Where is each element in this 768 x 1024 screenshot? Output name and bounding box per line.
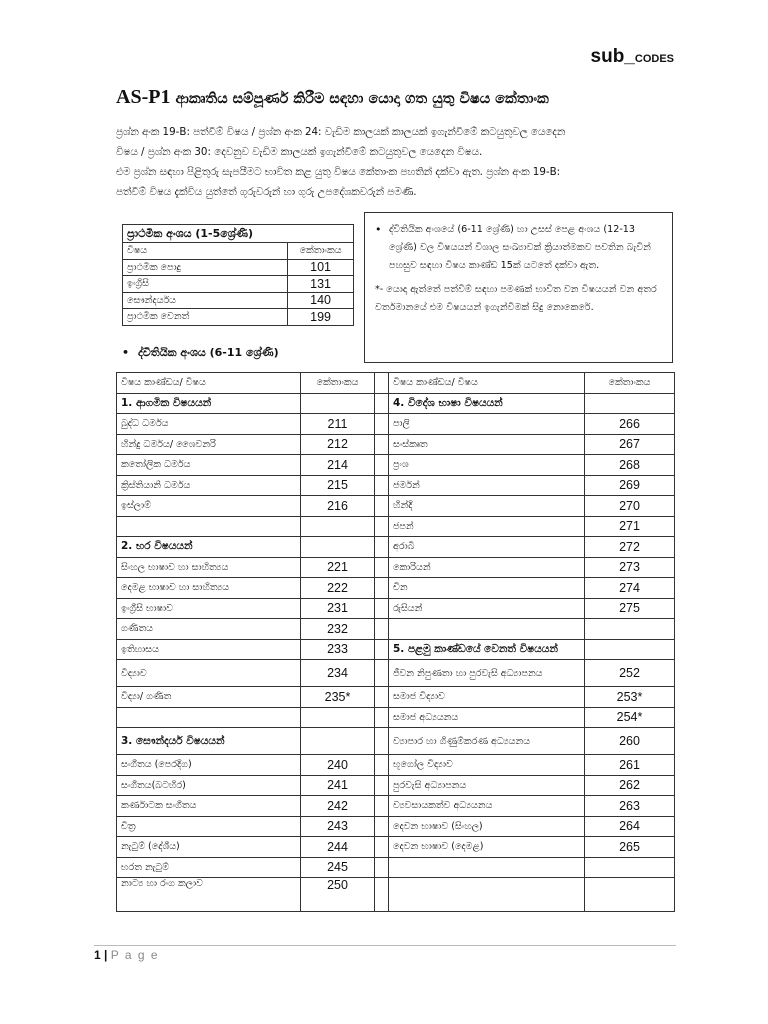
document-code-header: [591, 46, 674, 68]
page-number: 1: [94, 948, 101, 962]
code-cell: 232: [301, 619, 375, 640]
table-row: [117, 496, 675, 517]
footer-separator: |: [100, 948, 111, 962]
code-cell: [585, 393, 675, 414]
code-cell: 140: [288, 292, 354, 309]
spacer-cell: [375, 796, 389, 817]
spacer-cell: [375, 775, 389, 796]
category-heading: 4. විදේශ භාෂා විෂයයන්: [389, 393, 585, 414]
spacer-cell: [375, 728, 389, 755]
secondary-heading-text: ද්විතියික අංශය (6-11 ශ්‍රේණි): [138, 346, 279, 359]
code-cell: 250: [301, 878, 375, 912]
primary-heading: ප්‍රාථමික අංශය (1-5ශ්‍රේණි): [123, 225, 354, 243]
table-row: [123, 259, 354, 276]
subject-cell: සංගීතය (පෙරදිග): [117, 755, 301, 776]
intro-paragraph: [116, 122, 676, 202]
code-cell: 273: [585, 557, 675, 578]
code-cell: 234: [301, 660, 375, 687]
subject-cell: කොරියන්: [389, 557, 585, 578]
table-row: [117, 393, 675, 414]
table-row: [117, 707, 675, 728]
subject-cell: ඉස්ලාම්: [117, 496, 301, 517]
code-cell: 268: [585, 455, 675, 476]
code-cell: 271: [585, 516, 675, 537]
subject-cell: ක්‍රිස්තියානි ධර්මය: [117, 475, 301, 496]
code-cell: 131: [288, 276, 354, 293]
spacer-cell: [375, 598, 389, 619]
code-cell: 263: [585, 796, 675, 817]
spacer-cell: [375, 878, 389, 912]
subject-cell: පාලි: [389, 414, 585, 435]
subject-cell: දෙවන භාෂාව (දෙමළ): [389, 837, 585, 858]
subject-cell: සමාජ අධ්‍යයනය: [389, 707, 585, 728]
col-header-subject: විෂය කාණ්ඩය/ විෂය: [117, 373, 301, 394]
table-row: [123, 276, 354, 293]
table-row: [117, 878, 675, 912]
code-cell: 241: [301, 775, 375, 796]
header-small: CODES: [634, 53, 674, 65]
intro-line: එම ප්‍රශ්න සඳහා පිළිතුරු සැපයීමට භාවිත කළ යුතු විෂය කේතාංක පහතින් දක්වා ඇත. ප්‍රශ්න අංක 19-B:: [116, 166, 561, 178]
code-cell: 233: [301, 639, 375, 660]
code-cell: 231: [301, 598, 375, 619]
subject-cell: ජපන්: [389, 516, 585, 537]
spacer-cell: [375, 816, 389, 837]
code-cell: 260: [585, 728, 675, 755]
subject-cell: නාට්‍ය හා රංග කලාව: [117, 878, 301, 912]
subject-cell: බුද්ධ ධර්මය: [117, 414, 301, 435]
subject-cell: භරත නැටුම්: [117, 857, 301, 878]
code-cell: 274: [585, 578, 675, 599]
table-row: [117, 434, 675, 455]
subject-cell: රුසියන්: [389, 598, 585, 619]
spacer-cell: [375, 578, 389, 599]
subject-cell: [117, 707, 301, 728]
code-cell: 244: [301, 837, 375, 858]
table-row: [117, 598, 675, 619]
code-cell: 254*: [585, 707, 675, 728]
code-cell: 270: [585, 496, 675, 517]
code-cell: 264: [585, 816, 675, 837]
subject-cell: සෞන්දර්යය: [123, 292, 288, 309]
spacer-cell: [375, 687, 389, 708]
subject-cell: ප්‍රංශ: [389, 455, 585, 476]
code-cell: 272: [585, 537, 675, 558]
col-header-code: කේතාංකය: [288, 243, 354, 260]
code-cell: 275: [585, 598, 675, 619]
spacer-cell: [375, 434, 389, 455]
code-cell: 242: [301, 796, 375, 817]
subject-cell: ජීවන නිපුණතා හා පුරවැසි අධ්‍යාපනය: [389, 660, 585, 687]
spacer-cell: [375, 414, 389, 435]
subject-cell: දෙමළ භාෂාව හා සාහිත්‍යය: [117, 578, 301, 599]
code-cell: 262: [585, 775, 675, 796]
table-row: [117, 639, 675, 660]
code-cell: 252: [585, 660, 675, 687]
subject-cell: ව්‍යවසායකත්ව අධ්‍යයනය: [389, 796, 585, 817]
spacer-cell: [375, 537, 389, 558]
code-cell: 240: [301, 755, 375, 776]
code-cell: 215: [301, 475, 375, 496]
spacer-cell: [375, 755, 389, 776]
table-row: [117, 516, 675, 537]
table-row: [117, 796, 675, 817]
spacer-cell: [375, 393, 389, 414]
code-cell: 214: [301, 455, 375, 476]
table-row: [117, 857, 675, 878]
subject-cell: ඉංග්‍රීසි භාෂාව: [117, 598, 301, 619]
table-row: [117, 414, 675, 435]
form-code: AS-P1: [116, 86, 171, 108]
code-cell: [585, 878, 675, 912]
col-header-subject: විෂය: [123, 243, 288, 260]
code-cell: [301, 707, 375, 728]
spacer-cell: [375, 660, 389, 687]
subject-cell: ජර්මන්: [389, 475, 585, 496]
subject-cell: [117, 516, 301, 537]
table-row: [117, 557, 675, 578]
bullet: •: [122, 346, 130, 359]
code-cell: 235*: [301, 687, 375, 708]
spacer-cell: [375, 516, 389, 537]
table-row: [117, 660, 675, 687]
spacer-cell: [375, 837, 389, 858]
spacer-cell: [375, 475, 389, 496]
subject-cell: හින්දු ධර්මය/ ශෛවනරි: [117, 434, 301, 455]
code-cell: [301, 728, 375, 755]
note-line-1: ද්විතියික අංශයේ (6-11 ශ්‍රේණි) හා උසස් පෙළ අංශය (12-13 ශ්‍රේණි) වල විෂයයන් විශාල සංඛ්‍යාවක් ක්‍රියාත්මකව පවතින බැවින් පහසුව සඳහා විෂය කාණ්ඩ 15ක් යටතේ දක්වා ඇත.: [389, 224, 651, 271]
table-header-row: [117, 373, 675, 394]
subject-cell: චිත්‍ර: [117, 816, 301, 837]
subject-cell: දෙවන භාෂාව (සිංහල): [389, 816, 585, 837]
spacer-cell: [375, 455, 389, 476]
subject-cell: චීන: [389, 578, 585, 599]
code-cell: 253*: [585, 687, 675, 708]
code-cell: 245: [301, 857, 375, 878]
subject-cell: ඉංග්‍රිසි: [123, 276, 288, 293]
bullet: •: [375, 223, 382, 236]
category-heading: 1. ආගමික විෂයයන්: [117, 393, 301, 414]
code-cell: 216: [301, 496, 375, 517]
note-line-2: *- යොදා ඇත්තේ පත්වීම් සඳහා පමණක් භාවිත වන විෂයයන් වන අතර වර්තමානයේ එම විෂයයන් ඉගැන්වීමක් සිදු නොකෙරේ.: [375, 284, 657, 313]
category-heading: 3. සෞන්දර්ය විෂයයන්: [117, 728, 301, 755]
subject-cell: [389, 857, 585, 878]
subject-cell: ගණිතය: [117, 619, 301, 640]
table-row: [117, 619, 675, 640]
subject-cell: ප්‍රාථමික පොදු: [123, 259, 288, 276]
spacer-cell: [375, 373, 389, 394]
subject-cell: සිංහල භාෂාව හා සාහිත්‍යය: [117, 557, 301, 578]
table-row: [117, 775, 675, 796]
secondary-section-table: [116, 372, 675, 912]
note-box: [364, 212, 673, 363]
table-row: [117, 537, 675, 558]
spacer-cell: [375, 707, 389, 728]
col-header-code: කේතාංකය: [301, 373, 375, 394]
page-footer: [94, 948, 159, 962]
spacer-cell: [375, 639, 389, 660]
secondary-heading: [122, 346, 279, 360]
subject-cell: සංස්කෘත: [389, 434, 585, 455]
subject-cell: ප්‍රාථමික වෙනත්: [123, 309, 288, 326]
code-cell: 243: [301, 816, 375, 837]
spacer-cell: [375, 496, 389, 517]
code-cell: 211: [301, 414, 375, 435]
page-title: [116, 86, 549, 109]
code-cell: [585, 619, 675, 640]
table-row: [117, 475, 675, 496]
code-cell: [301, 393, 375, 414]
subject-cell: ව්‍යාපාර හා ගිණුම්කරණ අධ්‍යයනය: [389, 728, 585, 755]
code-cell: 222: [301, 578, 375, 599]
code-cell: [585, 639, 675, 660]
title-text: ආකෘතිය සම්පූර්ණ කිරීම සඳහා යොදා ගත යුතු විෂය කේතාංක: [170, 91, 549, 107]
code-cell: 212: [301, 434, 375, 455]
subject-cell: කර්ණාටක සංගීතය: [117, 796, 301, 817]
spacer-cell: [375, 857, 389, 878]
code-cell: 221: [301, 557, 375, 578]
subject-cell: ඉතිහාසය: [117, 639, 301, 660]
subject-cell: සමාජ විද්‍යාව: [389, 687, 585, 708]
category-heading: 2. භර විෂයයන්: [117, 537, 301, 558]
table-row: [117, 455, 675, 476]
code-cell: [585, 857, 675, 878]
subject-cell: විද්‍යා/ ගණිත: [117, 687, 301, 708]
code-cell: [301, 516, 375, 537]
code-cell: 269: [585, 475, 675, 496]
subject-cell: සංගීතය(බටහිර): [117, 775, 301, 796]
table-row: [117, 755, 675, 776]
footer-divider: [94, 945, 676, 946]
intro-line: පත්වීම් විෂය දැක්විය යුත්තේ ගුරුවරුන් හා ගුරු උපදේශකවරුන් පමණි.: [116, 186, 417, 198]
table-row: [117, 728, 675, 755]
primary-section-table: [122, 224, 354, 326]
page-label: P a g e: [110, 948, 160, 962]
category-heading: 5. පළමු කාණ්ඩයේ වෙනත් විෂයයන්: [389, 639, 585, 660]
table-row: [123, 309, 354, 326]
intro-line: විෂය / ප්‍රශ්න අංක 30: දෙවනුව වැඩිම කාලයක් ඉගැන්වීමේ කටයුතුවල යෙදෙන විෂය.: [116, 146, 483, 158]
code-cell: 261: [585, 755, 675, 776]
table-row: [117, 816, 675, 837]
subject-cell: පුරවැසි අධ්‍යාපනය: [389, 775, 585, 796]
code-cell: 199: [288, 309, 354, 326]
code-cell: 267: [585, 434, 675, 455]
subject-cell: කතෝලික ධර්මය: [117, 455, 301, 476]
subject-cell: [389, 619, 585, 640]
table-row: [117, 578, 675, 599]
code-cell: 101: [288, 259, 354, 276]
table-row: [117, 837, 675, 858]
intro-line: ප්‍රශ්න අංක 19-B: පත්වීම් විෂය / ප්‍රශ්න අංක 24: වැඩිම කාලයක් කාලයක් ඉගැන්වීමේ කටයුතුවල යෙදෙන: [116, 126, 566, 138]
table-row: [123, 292, 354, 309]
code-cell: [301, 537, 375, 558]
subject-cell: නැටුම් (දේශීය): [117, 837, 301, 858]
subject-cell: [389, 878, 585, 912]
subject-cell: විද්‍යාව: [117, 660, 301, 687]
spacer-cell: [375, 557, 389, 578]
col-header-code: කේතාංකය: [585, 373, 675, 394]
code-cell: 266: [585, 414, 675, 435]
subject-cell: හින්දි: [389, 496, 585, 517]
subject-cell: භූගෝල විද්‍යාව: [389, 755, 585, 776]
table-row: [117, 687, 675, 708]
subject-cell: අරාබි: [389, 537, 585, 558]
header-main: sub_: [590, 46, 635, 67]
spacer-cell: [375, 619, 389, 640]
col-header-subject: විෂය කාණ්ඩය/ විෂය: [389, 373, 585, 394]
code-cell: 265: [585, 837, 675, 858]
